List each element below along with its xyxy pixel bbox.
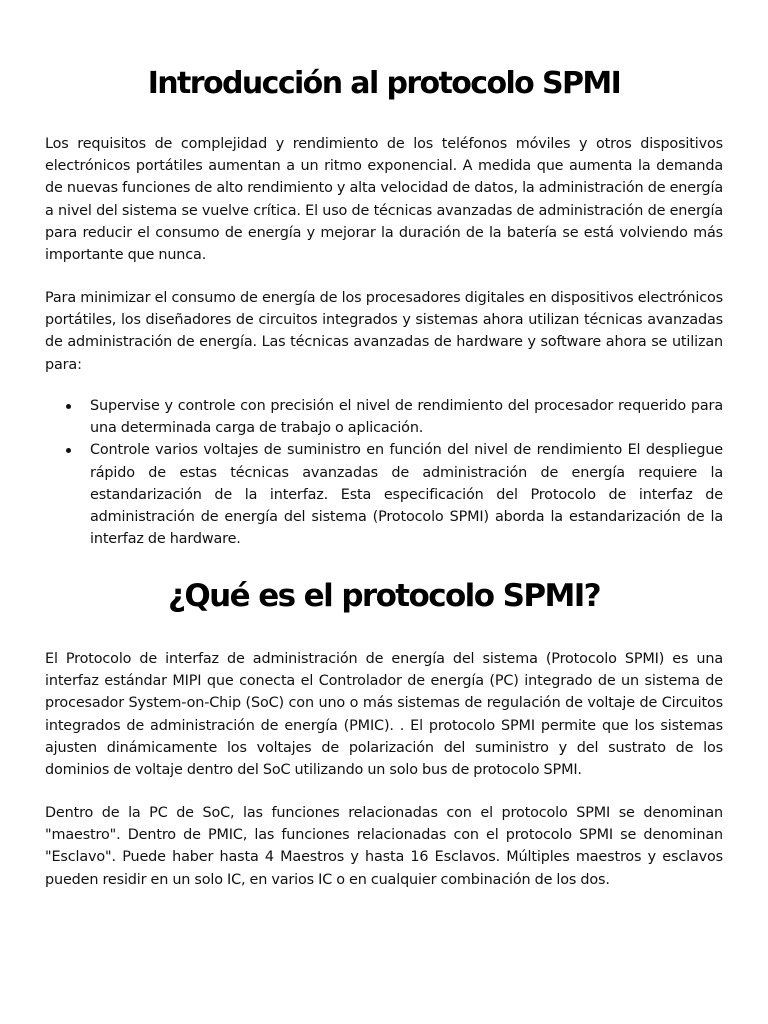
- list-item: [45, 395, 723, 439]
- paragraph-text: Dentro de la PC de SoC, las funciones relacionadas con el protocolo SPMI se denominan "maestro". Dentro de PMIC, las funciones relacionadas con el protocolo SPMI se denominan "Esclavo". Puede haber hasta 4 Maestros y hasta 16 Esclavos. Múltiples maestros y esclavos pueden residir en un solo IC, en varios IC o en cualquier combinación de los dos.: [45, 805, 723, 888]
- section-title-introduccion: Introducción al protocolo SPMI: [147, 66, 621, 101]
- paragraph-maestro-esclavo: [45, 802, 723, 891]
- paragraph-text: Los requisitos de complejidad y rendimiento de los teléfonos móviles y otros dispositivos electrónicos portátiles aumentan a un ritmo exponencial. A medida que aumenta la demanda de nuevas funciones de alto rendimiento y alta velocidad de datos, la administración de energía a nivel del sistema se vuelve crítica. El uso de técnicas avanzadas de administración de energía para reducir el consumo de energía y mejorar la duración de la batería se está volviendo más importante que nunca.: [45, 136, 723, 264]
- bullet-icon: [66, 448, 71, 453]
- paragraph-text: El Protocolo de interfaz de administración de energía del sistema (Protocolo SPMI) es una interfaz estándar MIPI que conecta el Controlador de energía (PC) integrado de un sistema de procesador System-on-Chip (SoC) con uno o más sistemas de regulación de voltaje de Circuitos integrados de administración de energía (PMIC). . El protocolo SPMI permite que los sistemas ajusten dinámicamente los voltajes de polarización del suministro y del sustrato de los dominios de voltaje dentro del SoC utilizando un solo bus de protocolo SPMI.: [45, 651, 723, 779]
- bullet-list: [45, 395, 723, 550]
- paragraph-protocolo-definicion: [45, 648, 723, 781]
- section-title-que-es: ¿Qué es el protocolo SPMI?: [167, 578, 601, 614]
- list-item-text: Supervise y controle con precisión el nivel de rendimiento del procesador requerido para una determinada carga de trabajo o aplicación.: [90, 398, 723, 437]
- paragraph-requisitos: [45, 133, 723, 266]
- list-item: [45, 439, 723, 550]
- list-item-text: Controle varios voltajes de suministro en función del nivel de rendimiento El despliegue rápido de estas técnicas avanzadas de administración de energía requiere la estandarización de la interfaz. Esta especificación del Protocolo de interfaz de administración de energía del sistema (Protocolo SPMI) aborda la estandarización de la interfaz de hardware.: [90, 442, 723, 548]
- paragraph-minimizar-consumo: [45, 287, 723, 376]
- bullet-icon: [66, 404, 71, 409]
- paragraph-text: Para minimizar el consumo de energía de los procesadores digitales en dispositivos electrónicos portátiles, los diseñadores de circuitos integrados y sistemas ahora utilizan técnicas avanzadas de administración de energía. Las técnicas avanzadas de hardware y software ahora se utilizan para:: [45, 290, 723, 373]
